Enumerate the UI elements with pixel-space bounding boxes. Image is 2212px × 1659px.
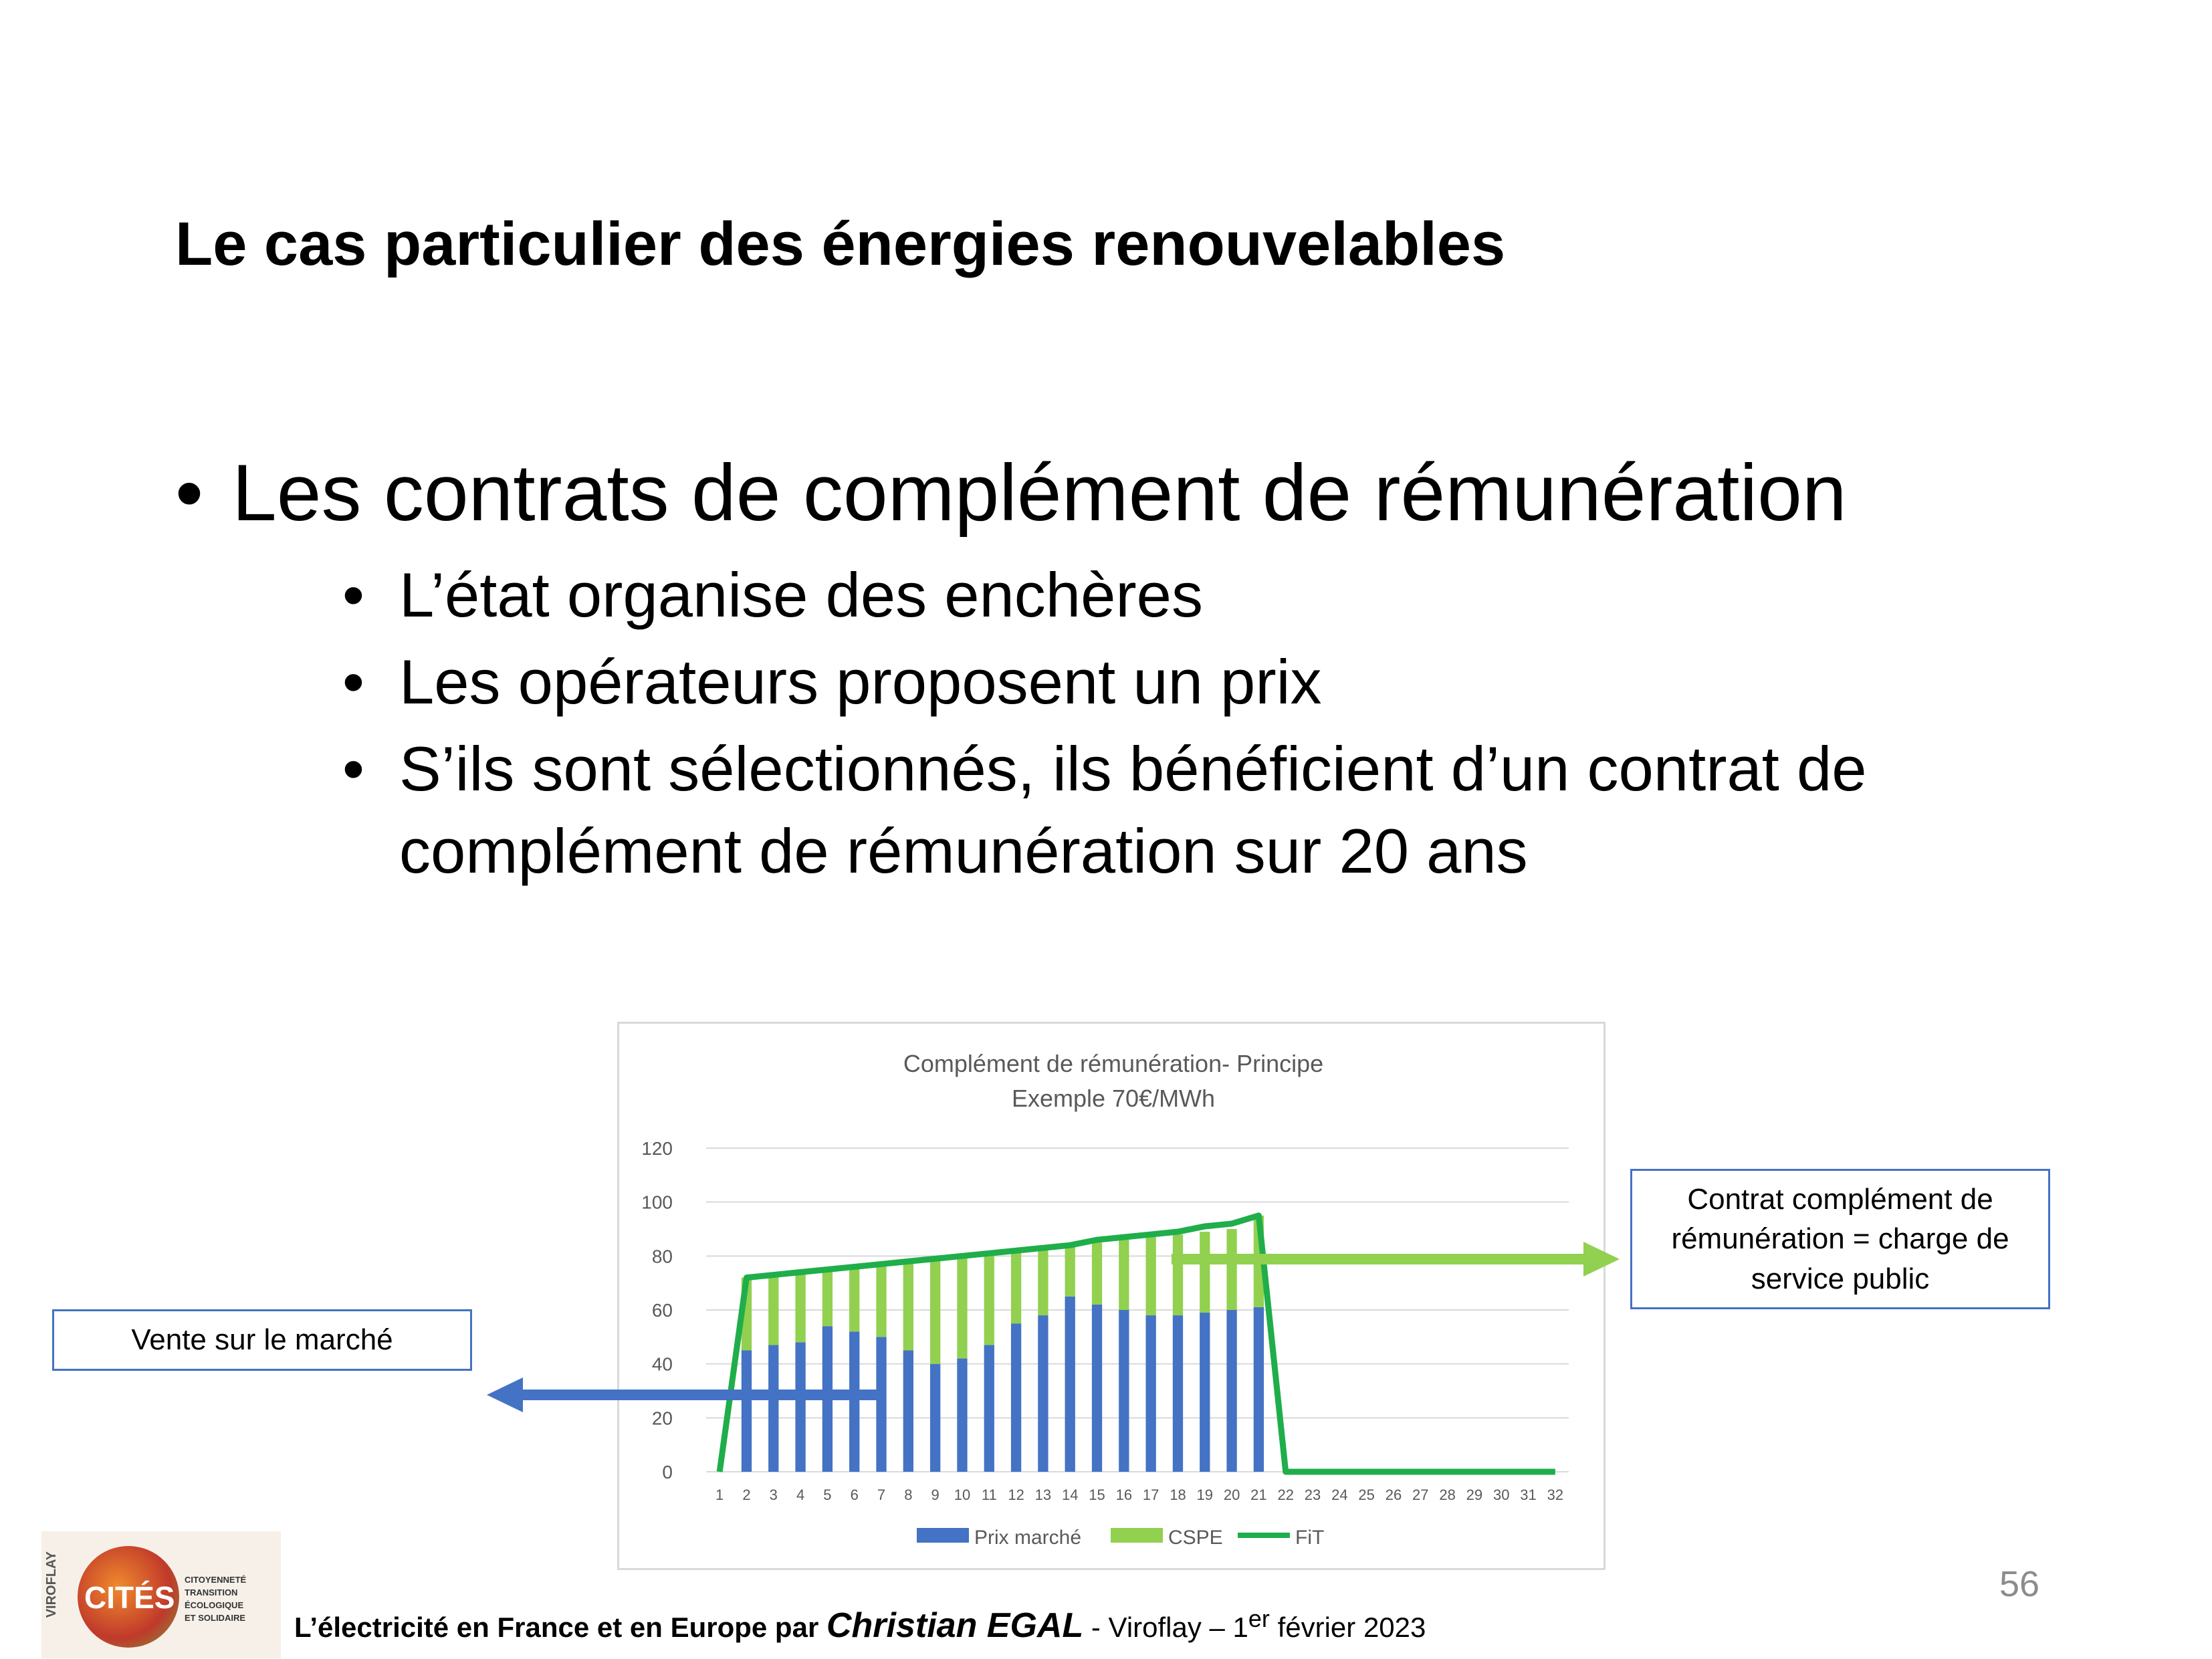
x-tick-label: 25	[1358, 1486, 1375, 1503]
bar-cspe	[1145, 1237, 1155, 1315]
bullet-main-text: Les contrats de complément de rémunération	[232, 448, 1847, 538]
logo-line: CITOYENNETÉ	[185, 1575, 247, 1585]
bar-cspe	[795, 1273, 805, 1343]
bar-cspe	[957, 1256, 967, 1358]
chart-subtitle: Exemple 70€/MWh	[1011, 1085, 1216, 1112]
bar-prix-marche	[768, 1345, 778, 1472]
x-tick-label: 5	[823, 1486, 832, 1503]
y-tick-label: 100	[641, 1192, 673, 1213]
bar-cspe	[1200, 1232, 1210, 1313]
bar-prix-marche	[742, 1351, 752, 1472]
bullet-dot: •	[342, 734, 364, 804]
legend-cspe-swatch	[1111, 1528, 1163, 1543]
x-tick-label: 27	[1412, 1486, 1429, 1503]
x-tick-label: 32	[1547, 1486, 1564, 1503]
sub-bullet	[342, 554, 2138, 636]
bar-cspe	[930, 1258, 940, 1363]
footer-place: - Viroflay – 1	[1083, 1612, 1248, 1643]
bar-prix-marche	[849, 1331, 859, 1472]
x-tick-label: 2	[742, 1486, 751, 1503]
bar-cspe	[876, 1264, 886, 1337]
chart-frame	[617, 1022, 1606, 1570]
line-fit	[720, 1216, 1555, 1472]
footer-date: février 2023	[1269, 1612, 1426, 1643]
blue-arrow-head	[487, 1377, 523, 1412]
bar-prix-marche	[1173, 1315, 1183, 1472]
logo-tagline	[185, 1574, 281, 1624]
sub-bullet	[342, 728, 2138, 891]
y-tick-label: 80	[651, 1246, 673, 1267]
x-tick-label: 9	[931, 1486, 939, 1503]
y-tick-label: 120	[641, 1138, 673, 1159]
x-tick-label: 28	[1439, 1486, 1456, 1503]
logo-word: CITÉS	[84, 1580, 175, 1615]
x-tick-label: 10	[954, 1486, 971, 1503]
bar-prix-marche	[984, 1345, 994, 1472]
x-tick-label: 29	[1466, 1486, 1483, 1503]
bullet-dot: •	[342, 560, 364, 630]
bar-cspe	[1119, 1240, 1129, 1310]
y-tick-label: 20	[651, 1408, 673, 1429]
x-tick-label: 17	[1142, 1486, 1159, 1503]
bullet-list	[175, 445, 2114, 892]
sub-bullet	[342, 641, 2138, 723]
x-tick-label: 21	[1250, 1486, 1267, 1503]
y-tick-label: 0	[662, 1462, 673, 1482]
footer-subject: électricité en France et en Europe par	[318, 1612, 826, 1643]
x-tick-label: 13	[1034, 1486, 1052, 1503]
x-tick-label: 15	[1089, 1486, 1105, 1503]
bar-cspe	[1011, 1250, 1021, 1323]
bar-prix-marche	[1092, 1305, 1102, 1472]
bar-cspe	[903, 1261, 913, 1350]
y-tick-label: 60	[651, 1300, 673, 1321]
bar-prix-marche	[903, 1351, 913, 1472]
x-tick-label: 22	[1277, 1486, 1294, 1503]
bar-prix-marche	[876, 1337, 886, 1472]
bar-cspe	[1092, 1242, 1102, 1305]
footer-author: Christian EGAL	[826, 1606, 1084, 1645]
x-tick-label: 20	[1223, 1486, 1240, 1503]
slide-title: Le cas particulier des énergies renouvelables	[175, 210, 1506, 278]
chart-svg	[619, 1024, 1608, 1572]
legend-prix-marche-text: Prix marché	[974, 1527, 1082, 1549]
bar-prix-marche	[1226, 1310, 1236, 1472]
x-tick-label: 11	[981, 1486, 997, 1503]
x-tick-label: 12	[1008, 1486, 1024, 1503]
x-tick-label: 19	[1196, 1486, 1214, 1503]
bar-prix-marche	[795, 1342, 805, 1472]
bullet-dot: •	[175, 448, 204, 538]
legend-prix-marche-swatch	[917, 1528, 969, 1543]
bar-cspe	[1038, 1248, 1048, 1315]
x-tick-label: 3	[769, 1486, 778, 1503]
x-tick-label: 26	[1385, 1486, 1402, 1503]
page-number: 56	[1999, 1564, 2040, 1604]
footer-caption	[294, 1605, 1426, 1646]
sub-bullet-text: S’ils sont sélectionnés, ils bénéficient d’un contrat de complément de rémunération sur 20 ans	[399, 734, 1867, 886]
x-tick-label: 8	[904, 1486, 913, 1503]
bullet-main	[175, 445, 2114, 541]
callout-market-sale: Vente sur le marché	[52, 1309, 472, 1371]
bar-cspe	[768, 1275, 778, 1345]
bar-prix-marche	[957, 1359, 967, 1472]
bar-prix-marche	[1065, 1297, 1075, 1472]
logo-line: ET SOLIDAIRE	[185, 1612, 246, 1623]
bar-cspe	[1065, 1245, 1075, 1297]
bar-cspe	[849, 1266, 859, 1331]
x-tick-label: 30	[1492, 1486, 1510, 1503]
bar-prix-marche	[1038, 1315, 1048, 1472]
legend-cspe-text: CSPE	[1168, 1527, 1223, 1549]
chart-title: Complément de rémunération- Principe	[903, 1050, 1324, 1077]
x-tick-label: 14	[1061, 1486, 1079, 1503]
sub-bullet-text: Les opérateurs proposent un prix	[399, 647, 1322, 717]
footer-sup: er	[1248, 1605, 1270, 1632]
callout-complement-contract: Contrat complément de rémunération = charge de service public	[1630, 1169, 2050, 1309]
x-tick-label: 24	[1331, 1486, 1348, 1503]
bullet-dot: •	[342, 647, 364, 717]
bar-prix-marche	[930, 1364, 940, 1472]
sub-bullet-text: L’état organise des enchères	[399, 560, 1203, 630]
bar-prix-marche	[1119, 1310, 1129, 1472]
footer-prefix: L’	[294, 1612, 318, 1643]
bar-prix-marche	[1145, 1315, 1155, 1472]
y-tick-label: 40	[651, 1353, 673, 1375]
x-tick-label: 4	[796, 1486, 805, 1503]
x-tick-label: 1	[715, 1486, 724, 1503]
x-tick-label: 16	[1115, 1486, 1133, 1503]
bar-cspe	[1226, 1229, 1236, 1310]
bar-prix-marche	[1254, 1307, 1264, 1472]
logo-side-text: VIROFLAY	[44, 1551, 59, 1618]
bar-prix-marche	[1200, 1313, 1210, 1472]
bar-prix-marche	[822, 1326, 833, 1472]
bar-cspe	[984, 1253, 994, 1345]
bar-cspe	[822, 1270, 833, 1327]
logo-line: TRANSITION ÉCOLOGIQUE	[185, 1587, 244, 1610]
x-tick-label: 18	[1170, 1486, 1186, 1503]
legend-fit-text: FiT	[1295, 1527, 1325, 1549]
bar-prix-marche	[1011, 1323, 1021, 1472]
x-tick-label: 23	[1304, 1486, 1321, 1503]
x-tick-label: 6	[850, 1486, 859, 1503]
x-tick-label: 31	[1520, 1486, 1537, 1503]
cites-logo	[41, 1531, 281, 1658]
bar-cspe	[1173, 1234, 1183, 1315]
x-tick-label: 7	[877, 1486, 886, 1503]
